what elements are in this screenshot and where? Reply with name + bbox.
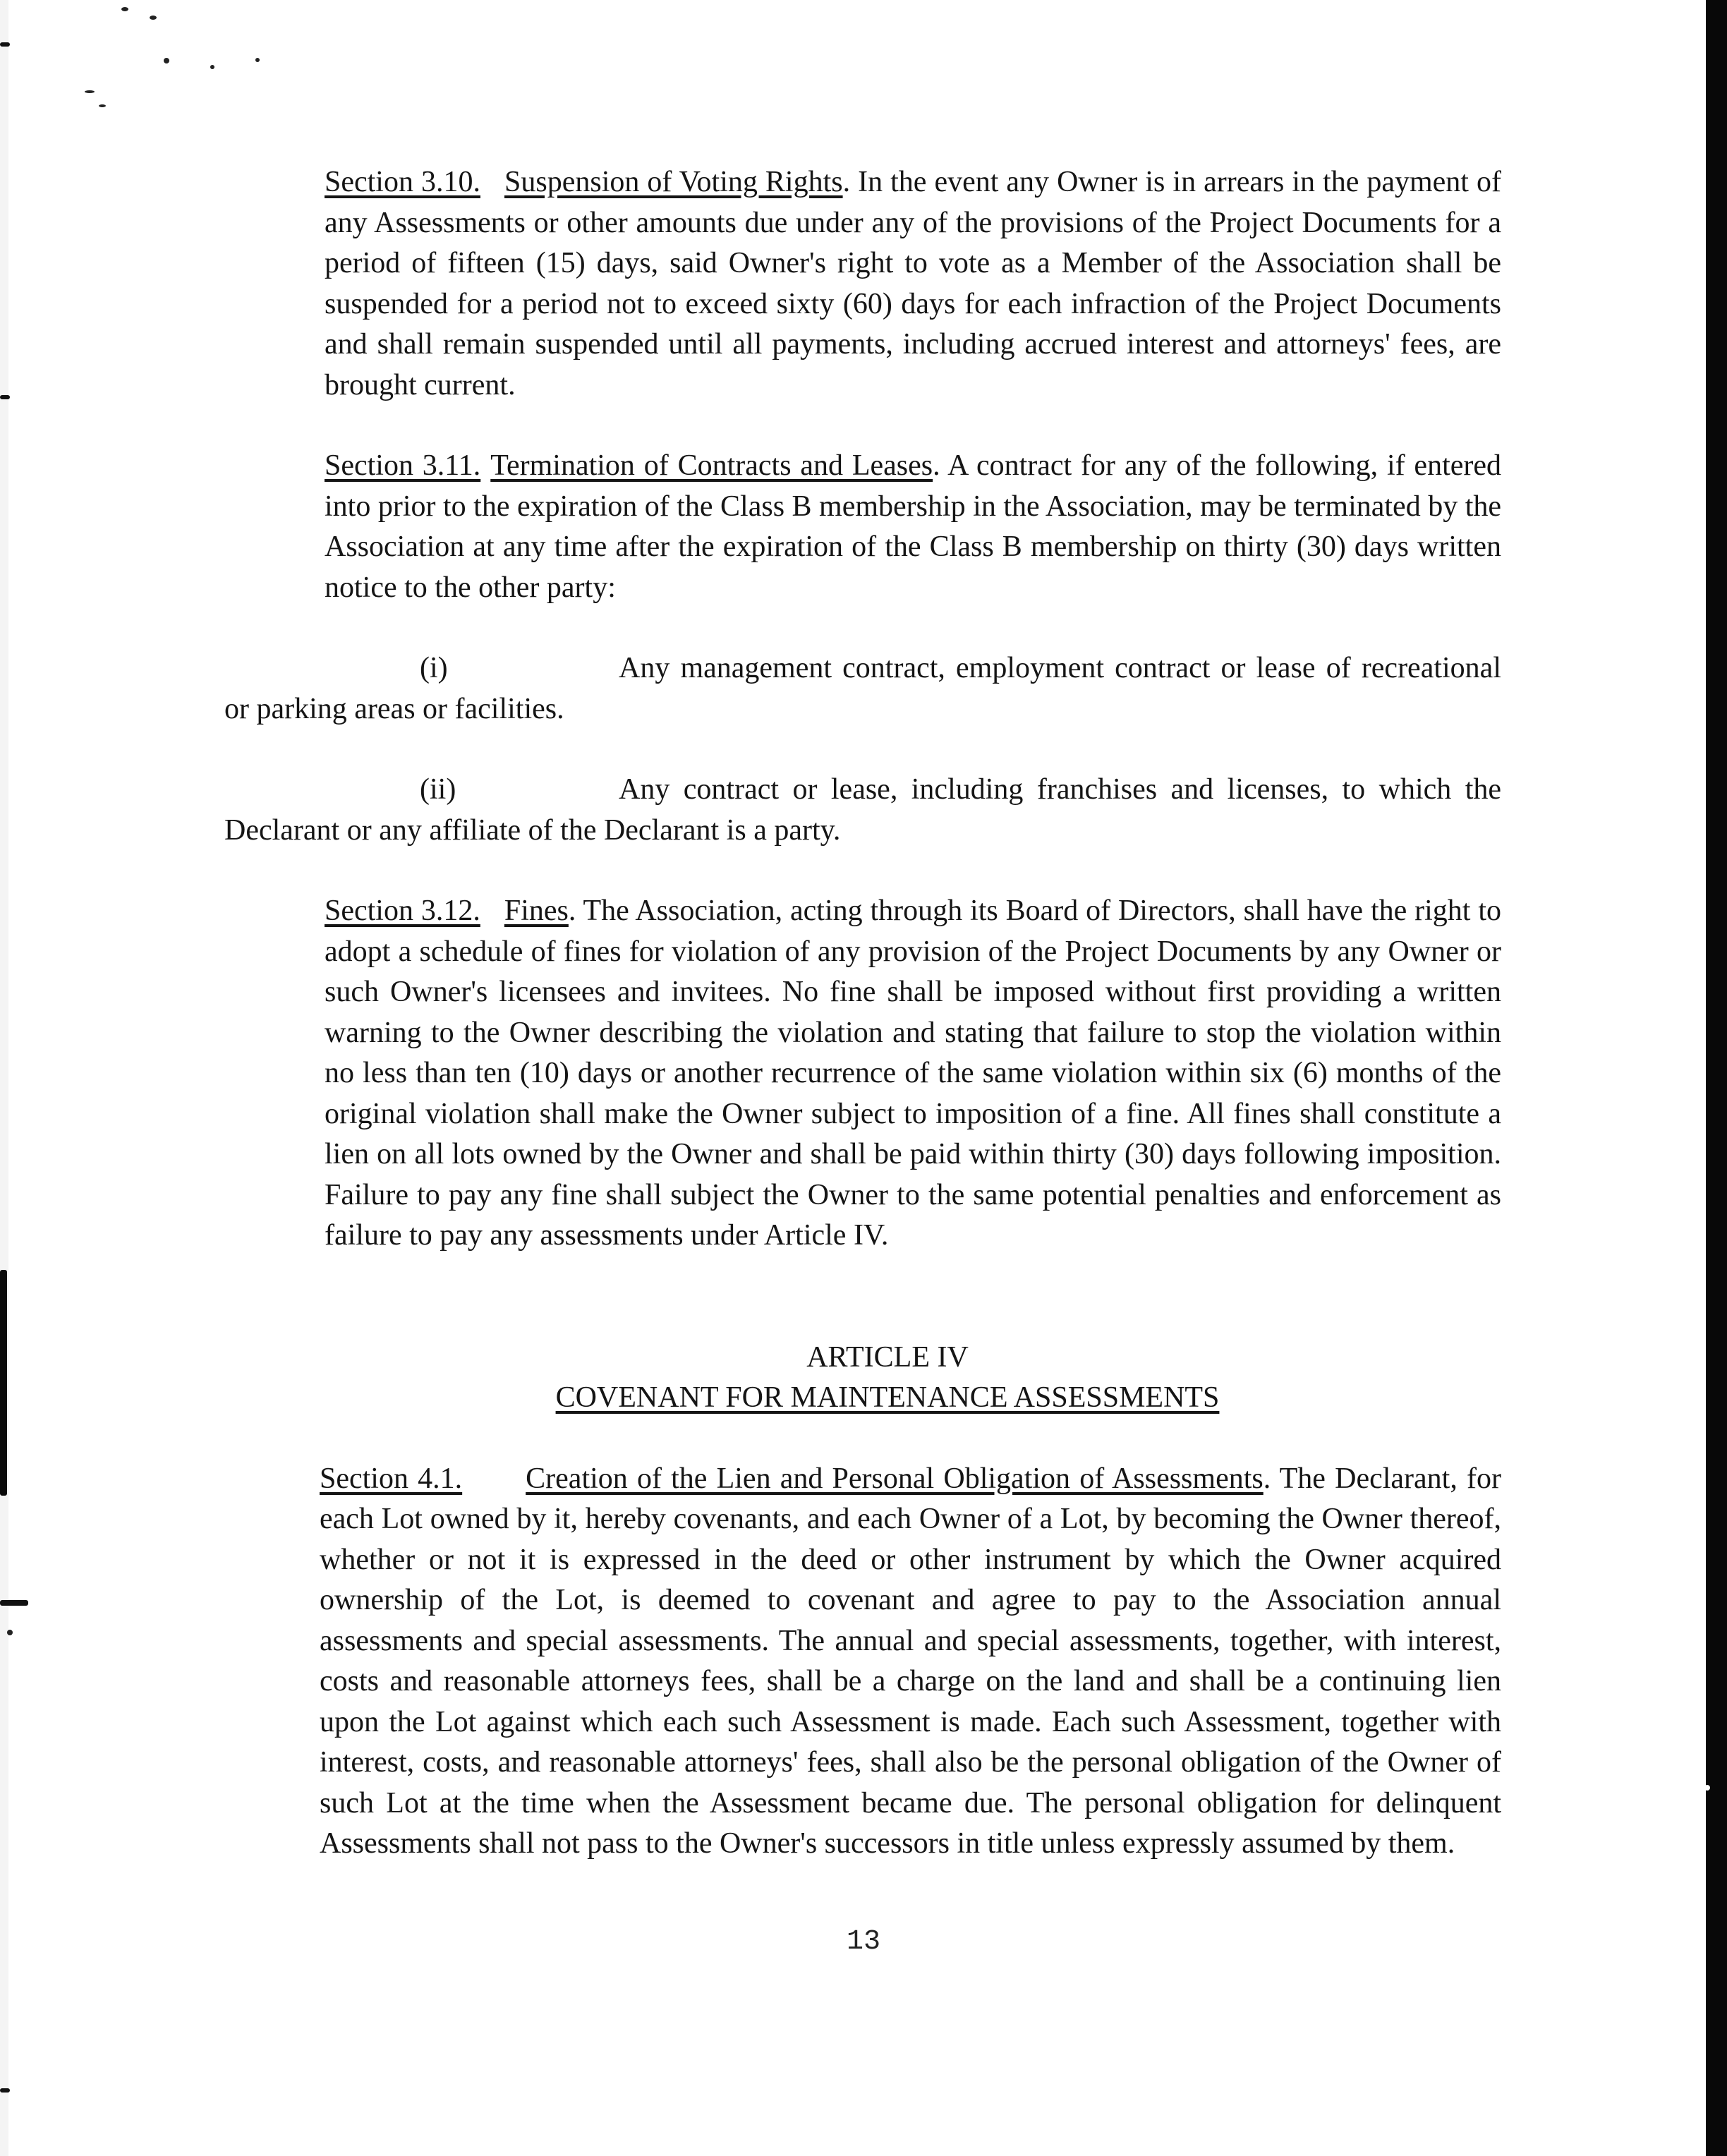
- scan-speck: [99, 104, 106, 107]
- page-number: 13: [846, 1926, 880, 1958]
- scan-speck: [7, 1630, 13, 1635]
- section-3-11-heading: Section 3.11.: [325, 449, 481, 482]
- section-4-1-body: . The Declarant, for each Lot owned by it, hereby covenants, and each Owner of a Lot, by becoming the Owner thereof, whether or not it is expressed in the deed or other instrument by which the Owner acquired ownership of the Lot, is deemed to covenant and agree to pay to the Association annual assessments and special assessments. The annual and special assessments, together, with interest, costs and reasonable attorneys fees, shall be a charge on the land and shall be a continuing lien upon the Lot against which each such Assessment is made. Each such Assessment, together with interest, costs, and reasonable attorneys' fees, shall also be the personal obligation of the Owner of such Lot at the time when the Assessment became due. The personal obligation for delinquent Assessments shall not pass to the Owner's successors in title unless expressly assumed by them.: [320, 1462, 1501, 1860]
- scan-mark: [0, 42, 10, 47]
- scan-mark: [0, 1600, 28, 1606]
- list-item-text: Any contract or lease, including franchises and licenses, to which the Declarant or any affiliate of the Declarant is a party.: [224, 773, 1501, 847]
- document-page: [224, 162, 1501, 1865]
- scan-speck: [164, 58, 169, 63]
- scan-speck: [1704, 1785, 1710, 1791]
- section-3-12: [224, 891, 1501, 1256]
- article-title: COVENANT FOR MAINTENANCE ASSESSMENTS: [555, 1381, 1220, 1414]
- article-heading: [224, 1338, 1501, 1419]
- article-label: ARTICLE IV: [806, 1340, 969, 1374]
- scan-mark: [0, 2088, 10, 2093]
- list-item-number: (ii): [420, 773, 456, 806]
- scan-mark: [0, 395, 10, 399]
- scan-speck: [85, 90, 95, 93]
- section-3-12-body: . The Association, acting through its Board of Directors, shall have the right to adopt a schedule of fines for violation of any provision of the Project Documents by any Owner or such Owner's licensees and invitees. No fine shall be imposed without first providing a written warning to the Owner describing the violation and stating that failure to stop the violation within no less than ten (10) days or another recurrence of the same violation within six (6) months of the original violation shall make the Owner subject to imposition of a fine. All fines shall constitute a lien on all lots owned by the Owner and shall be paid within thirty (30) days following imposition. Failure to pay any fine shall subject the Owner to the same potential penalties and enforcement as failure to pay any assessments under Article IV.: [325, 895, 1501, 1252]
- section-3-10: [224, 162, 1501, 406]
- list-item: [224, 648, 1501, 729]
- section-3-11-title: Termination of Contracts and Leases: [490, 449, 933, 482]
- list-item: [224, 770, 1501, 851]
- section-3-10-body: . In the event any Owner is in arrears in the payment of any Assessments or other amounts due under any of the provisions of the Project Documents for a period of fifteen (15) days, said Owner's right to vote as a Member of the Association shall be suspended for a period not to exceed sixty (60) days for each infraction of the Project Documents and shall remain suspended until all payments, including accrued interest and attorneys' fees, are brought current.: [325, 166, 1501, 401]
- list-item-text: Any management contract, employment contract or lease of recreational or parking areas or facilities.: [224, 652, 1501, 725]
- scan-speck: [150, 16, 157, 20]
- scan-speck: [210, 65, 214, 69]
- scan-right-edge: [1706, 0, 1727, 2156]
- section-3-11-body: . A contract for any of the following, if entered into prior to the expiration of the Class B membership in the Association, may be terminated by the Association at any time after the expiration of the Class B membership on thirty (30) days written notice to the other party:: [325, 449, 1502, 604]
- section-4-1-title: Creation of the Lien and Personal Obligation of Assessments: [526, 1462, 1264, 1495]
- section-3-10-title: Suspension of Voting Rights: [504, 166, 843, 198]
- section-3-11: [224, 446, 1501, 608]
- scan-left-edge: [0, 0, 8, 2156]
- list-item-number: (i): [420, 652, 448, 684]
- section-4-1-heading: Section 4.1.: [320, 1462, 463, 1495]
- scan-mark: [0, 1270, 7, 1496]
- scan-speck: [121, 7, 128, 11]
- section-4-1: [224, 1459, 1501, 1865]
- section-3-10-heading: Section 3.10.: [325, 166, 480, 198]
- scan-speck: [255, 58, 260, 62]
- section-3-12-heading: Section 3.12.: [325, 895, 480, 927]
- section-3-12-title: Fines: [504, 895, 569, 927]
